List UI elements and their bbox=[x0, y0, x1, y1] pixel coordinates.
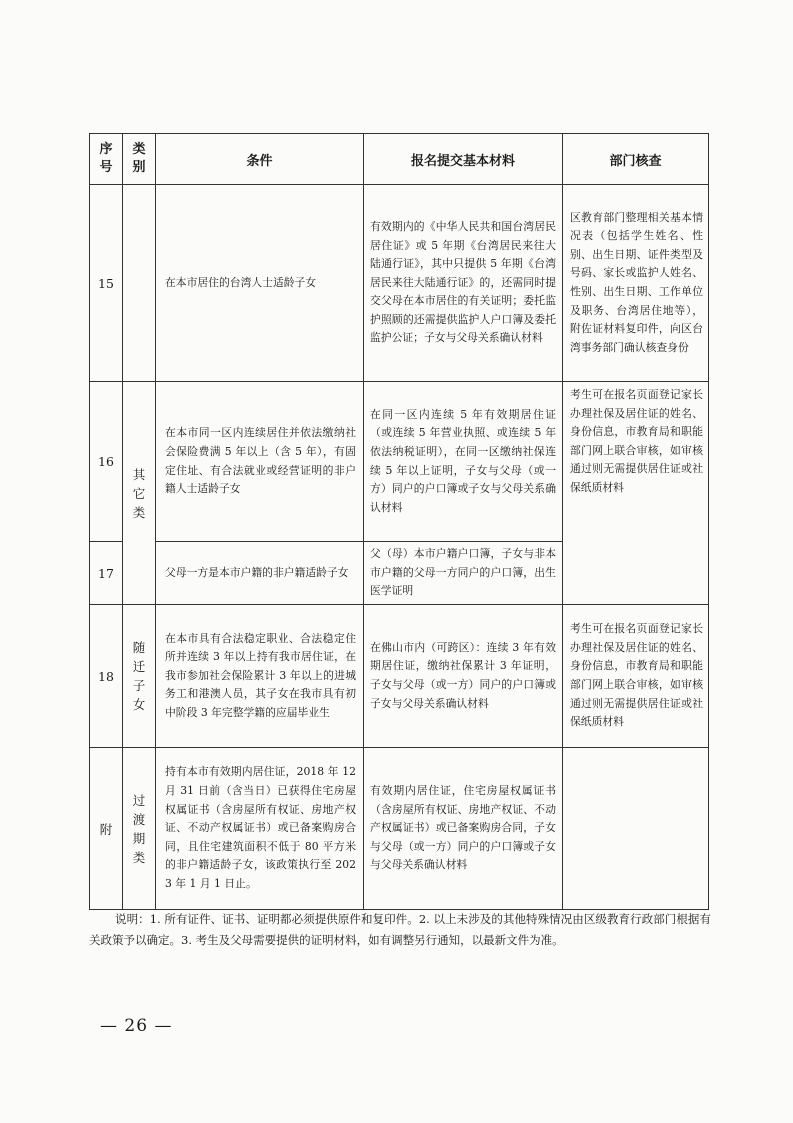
table-row bbox=[90, 605, 709, 748]
row-category-empty bbox=[123, 185, 156, 382]
page-number: — 26 — bbox=[100, 1016, 173, 1036]
row-category-merged bbox=[123, 382, 156, 605]
table-row bbox=[90, 382, 709, 542]
row-materials: 有效期内居住证，住宅房屋权属证书（含房屋所有权证、房地产权证、不动产权属证书）或已备案购房合同，子女与父母（或一方）同户的户口簿或子女与父母关系确认材料 bbox=[364, 748, 563, 910]
header-materials: 报名提交基本材料 bbox=[364, 134, 563, 185]
row-condition: 在本市同一区内连续居住并依法缴纳社会保险费满 5 年以上（含 5 年），有固定住址、有合法就业或经营证明的非户籍人士适龄子女 bbox=[156, 382, 364, 542]
row-category bbox=[123, 605, 156, 748]
header-category bbox=[123, 134, 156, 185]
header-category-char-2: 别 bbox=[132, 160, 146, 175]
row-review: 考生可在报名页面登记家长办理社保及居住证的姓名、身份信息，市教育局和职能部门网上联合审核，如审核通过则无需提供居住证或社保纸质材料 bbox=[563, 605, 709, 748]
row-materials: 在佛山市内（可跨区）：连续 3 年有效期居住证，缴纳社保累计 3 年证明，子女与父母（或一方）同户的户口簿或子女与父母关系确认材料 bbox=[364, 605, 563, 748]
row-condition: 父母一方是本市户籍的非户籍适龄子女 bbox=[156, 542, 364, 605]
table-header-row bbox=[90, 134, 709, 185]
row-seq: 16 bbox=[90, 382, 123, 542]
header-seq-char-1: 序 bbox=[99, 142, 113, 157]
row-materials: 有效期内的《中华人民共和国台湾居民居住证》或 5 年期《台湾居民来往大陆通行证》，其中只提供 5 年期《台湾居民来往大陆通行证》的，还需同时提交父母在本市居住的有关证明；委托监护照顾的还需提供监护人户口簿及委托监护公证；子女与父母关系确认材料 bbox=[364, 185, 563, 382]
category-label: 过渡期类 bbox=[132, 792, 146, 865]
row-condition: 在本市居住的台湾人士适龄子女 bbox=[156, 185, 364, 382]
row-seq: 15 bbox=[90, 185, 123, 382]
row-materials: 父（母）本市户籍户口簿，子女与非本市户籍的父母一方同户的户口簿，出生医学证明 bbox=[364, 542, 563, 605]
category-label: 其它类 bbox=[132, 466, 146, 520]
row-review: 区教育部门整理相关基本情况表（包括学生姓名、性别、出生日期、证件类型及号码、家长或监护人姓名、性别、出生日期、工作单位及职务、台湾居住地等），附佐证材料复印件，向区台湾事务部门确认核查身份 bbox=[563, 185, 709, 382]
row-seq: 附 bbox=[90, 748, 123, 910]
header-review: 部门核查 bbox=[563, 134, 709, 185]
table-row bbox=[90, 185, 709, 382]
row-seq: 18 bbox=[90, 605, 123, 748]
row-materials: 在同一区内连续 5 年有效期居住证（或连续 5 年营业执照、或连续 5 年依法纳税证明），在同一区缴纳社保连续 5 年以上证明，子女与父母（或一方）同户的户口簿或子女与父母关系确认材料 bbox=[364, 382, 563, 542]
header-category-char-1: 类 bbox=[132, 142, 146, 157]
row-category bbox=[123, 748, 156, 910]
explanatory-note: 说明：1. 所有证件、证书、证明都必须提供原件和复印件。2. 以上未涉及的其他特殊情况由区级教育行政部门根据有关政策予以确定。3. 考生及父母需要提供的证明材料，如有调整另行通知，以最新文件为准。 bbox=[89, 912, 711, 947]
row-condition: 持有本市有效期内居住证，2018 年 12 月 31 日前（含当日）已获得住宅房屋权属证书（含房屋所有权证、房地产权证、不动产权属证书）或已备案购房合同，且住宅建筑面积不低于 80 平方米的非户籍适龄子女，该政策执行至 2023 年 1 月 1 日止。 bbox=[156, 748, 364, 910]
table-row bbox=[90, 748, 709, 910]
category-label: 随迁子女 bbox=[132, 640, 146, 712]
header-condition: 条件 bbox=[156, 134, 364, 185]
row-condition: 在本市具有合法稳定职业、合法稳定住所并连续 3 年以上持有我市居住证，在我市参加社会保险累计 3 年以上的进城务工和港澳人员，其子女在我市具有初中阶段 3 年完整学籍的应届毕业生 bbox=[156, 605, 364, 748]
row-seq: 17 bbox=[90, 542, 123, 605]
admission-requirements-table bbox=[89, 133, 709, 910]
row-review bbox=[563, 748, 709, 910]
header-seq bbox=[90, 134, 123, 185]
row-review: 考生可在报名页面登记家长办理社保及居住证的姓名、身份信息，市教育局和职能部门网上联合审核，如审核通过则无需提供居住证或社保纸质材料 bbox=[563, 382, 709, 605]
header-seq-char-2: 号 bbox=[99, 160, 113, 175]
